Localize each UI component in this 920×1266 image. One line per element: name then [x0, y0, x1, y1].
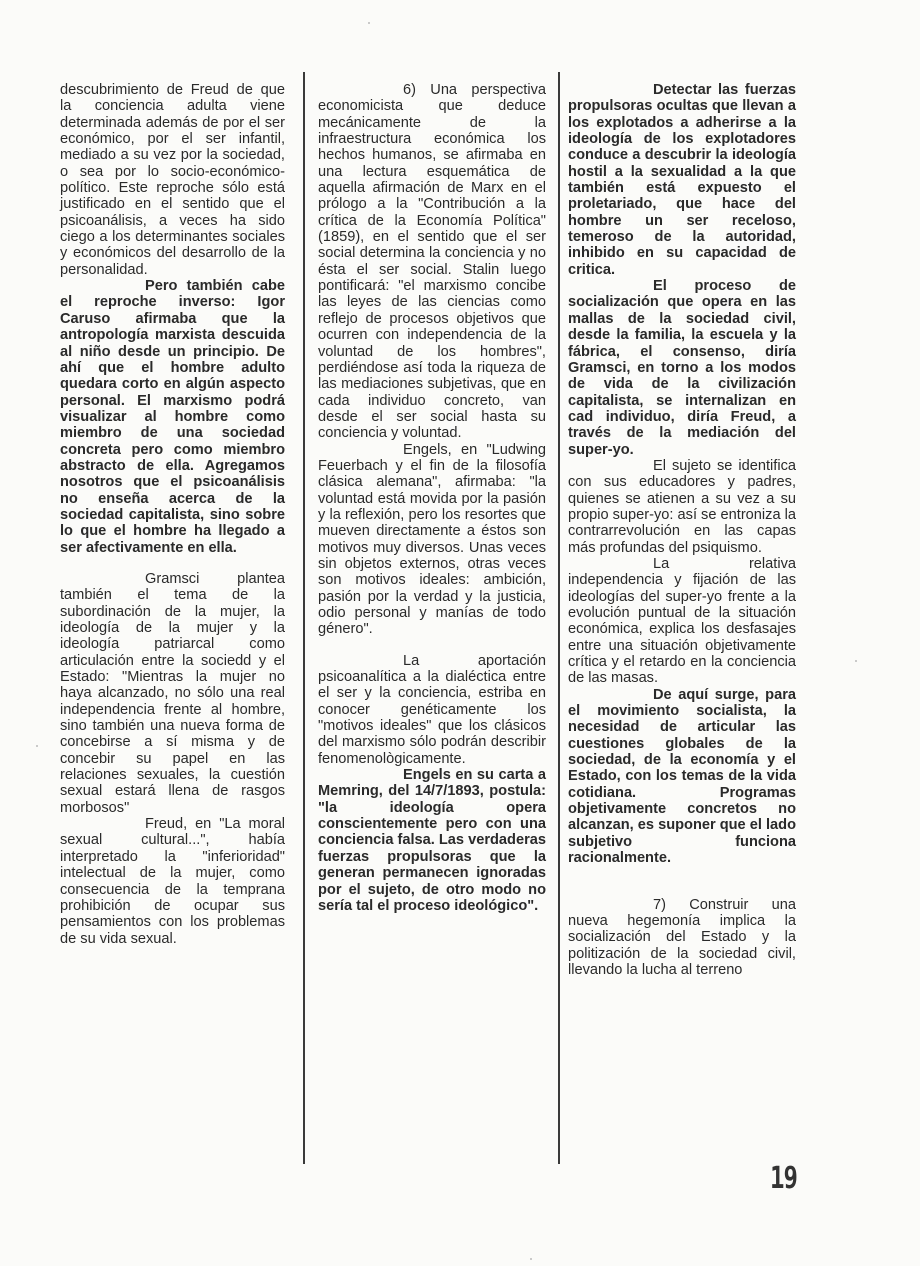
paragraph: descubrimiento de Freud de que la conciencia adulta viene determinada además de por el ser económico, por el ser infantil, mediado a su vez por la sociedad, o sea por lo socio-económico-político. Este reproche sólo está justificado en el sentido que el psicoanálisis, a veces ha sido ciego a los determinantes sociales y económicos del desarrollo de la personalidad.: [60, 82, 285, 278]
paragraph: 6) Una perspectiva economicista que deduce mecánicamente de la infraestructura económica los hechos humanos, se afirmaba en una lectura esquemática de aquella afirmación de Marx en el prólogo a la "Contribución a la crítica de la Economía Política" (1859), en el sentido que el ser social determina la conciencia y no ésta el ser social. Stalin luego pontificará: "el marxismo concibe las leyes de las ciencias como reflejo de procesos objetivos que ocurren con independencia de la voluntad de los hombres", perdiéndose así toda la riqueza de las mediaciones subjetivas, que en cada individuo concreto, van desde el ser social hasta su conciencia y voluntad.: [318, 82, 546, 442]
scan-speck: [36, 745, 38, 747]
column-divider: [303, 72, 305, 1164]
paragraph: La relativa independencia y fijación de las ideologías del super-yo frente a la evolución puntual de la situación económica, explica los desfasajes entre una situación objetivamente crítica y el retardo en la conciencia de las masas.: [568, 555, 796, 687]
paragraph: Engels en su carta a Memring, del 14/7/1893, postula: "la ideología opera conscientemente pero con una conciencia falsa. Las verdaderas fuerzas propulsoras que la generan permanecen ignoradas por el sujeto, de otro modo no sería tal el proceso ideológico".: [318, 767, 546, 914]
paragraph: De aquí surge, para el movimiento socialista, la necesidad de articular las cuestiones globales de la sociedad, de la economía y el Estado, con los temas de la vida cotidiana. Programas objetivamente concretos no alcanzan, es suponer que el lado subjetivo funciona racionalmente.: [568, 686, 796, 867]
paragraph: La aportación psicoanalítica a la dialéctica entre el ser y la conciencia, estriba en conocer genéticamente los "motivos ideales" que los clásicos del marxismo sólo podrán describir fenomenològicamente.: [318, 652, 546, 767]
scan-speck: [855, 660, 857, 662]
paragraph: El sujeto se identifica con sus educadores y padres, quienes se atienen a su vez a su propio super-yo: así se entroniza la contrarrevolución en las capas más profundas del psiquismo.: [568, 457, 796, 556]
paragraph: Pero también cabe el reproche inverso: Igor Caruso afirmaba que la antropología marxista descuida al niño desde un principio. De ahí que el hombre adulto quedara corto en algún aspecto personal. El marxismo podrá visualizar al hombre como miembro de una sociedad concreta pero como miembro abstracto de ella. Agregamos nosotros que el psicoanálisis no enseña acerca de la sociedad capitalista, sino sobre lo que el hombre ha llegado a ser afectivamente en ella.: [60, 278, 285, 556]
text-column-1: [60, 82, 285, 947]
text-column-3: [568, 82, 796, 978]
scan-speck: [530, 1258, 532, 1260]
paragraph: Gramsci plantea también el tema de la subordinación de la mujer, la ideología de la mujer y la ideología patriarcal como articulación entre la sociedd y el Estado: "Mientras la mujer no haya alcanzado, no sólo una real independencia frente al hombre, sino también una nueva forma de concebirse a sí misma y de concebir su papel en las relaciones sexuales, la cuestión sexual estará llena de rasgos morbosos": [60, 570, 285, 816]
scan-speck: [368, 22, 370, 24]
column-divider: [558, 72, 560, 1164]
page-number: 19: [770, 1160, 797, 1196]
paragraph: Engels, en "Ludwing Feuerbach y el fin de la filosofía clásica alemana", afirmaba: "la voluntad está movida por la pasión y la reflexión, pero los resortes que mueven directamente a éstos son motivos muy diversos. Unas veces sin objetos externos, otras veces son motivos ideales: ambición, pasión por la verdad y la justicia, odio personal y manías de todo género".: [318, 441, 546, 638]
text-column-2: [318, 82, 546, 914]
paragraph: 7) Construir una nueva hegemonía implica la socialización del Estado y la politización de la sociedad civil, llevando la lucha al terreno: [568, 896, 796, 978]
paragraph: Detectar las fuerzas propulsoras ocultas que llevan a los explotados a adherirse a la ideología de los explotadores conduce a descubrir la ideología hostil a la sexualidad a la que también está expuesto el proletariado, que hace del hombre un ser receloso, temeroso de la autoridad, inhibido en su capacidad de critica.: [568, 82, 796, 278]
paragraph: El proceso de socialización que opera en las mallas de la sociedad civil, desde la familia, la escuela y la fábrica, el consenso, diría Gramsci, en torno a los modos de vida de la civilización capitalista, se internalizan en cad individuo, diría Freud, a través de la mediación del super-yo.: [568, 278, 796, 458]
paragraph: Freud, en "La moral sexual cultural...", había interpretado la "inferioridad" intelectual de la mujer, como consecuencia de la temprana prohibición de ocupar sus pensamientos con los problemas de su vida sexual.: [60, 816, 285, 947]
